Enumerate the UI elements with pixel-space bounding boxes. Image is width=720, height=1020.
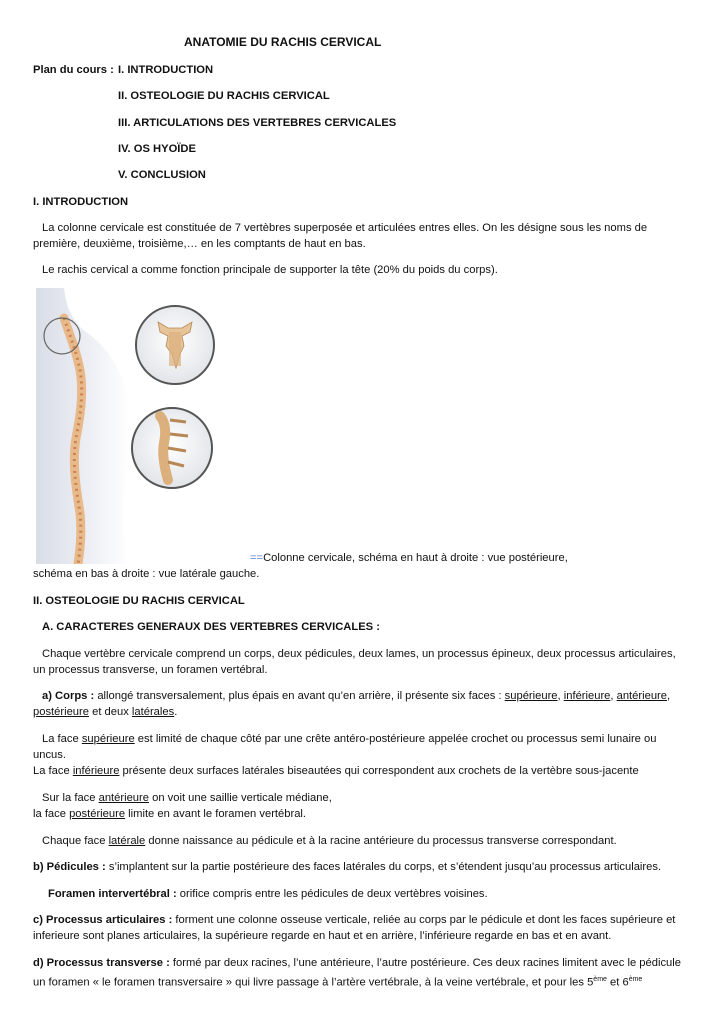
articulaires-label: c) Processus articulaires :	[33, 914, 173, 926]
text: limite en avant le foramen vertébral.	[125, 808, 307, 820]
connector: et deux	[88, 706, 132, 718]
text: La face	[42, 733, 82, 745]
text: la face	[33, 808, 70, 820]
text: s’implantent sur la partie postérieure des faces latérales du corps, et s’étendent jusqu’au processus articulaires.	[105, 861, 662, 873]
corps-label: a) Corps :	[42, 690, 95, 702]
faces-laterales: latérales	[131, 706, 175, 718]
plan-label: Plan du cours :	[33, 64, 114, 76]
pedicules-paragraph	[33, 860, 661, 875]
foramen-paragraph	[48, 887, 488, 902]
document-title: ANATOMIE DU RACHIS CERVICAL	[184, 35, 382, 49]
corps-paragraph-line-1	[42, 689, 670, 704]
term-posterieure: postérieure	[69, 808, 126, 820]
corps-paragraph-line-2	[33, 705, 177, 720]
plan-item-3: III. ARTICULATIONS DES VERTEBRES CERVICALES	[118, 117, 397, 129]
osteo-paragraph-line-2: un processus transverse, un foramen vertébral.	[33, 664, 268, 676]
lateral-view-circle	[132, 408, 212, 488]
articulaires-paragraph-line-1	[33, 913, 675, 928]
section-heading-introduction: I. INTRODUCTION	[33, 196, 129, 208]
separator: ,	[667, 690, 671, 702]
text: forment une colonne osseuse verticale, reliée au corps par le pédicule et dont les faces supérieure et	[172, 914, 676, 926]
text: Chaque face	[42, 835, 109, 847]
subsection-heading-caracteres: A. CARACTERES GENERAUX DES VERTEBRES CERVICALES :	[42, 621, 380, 633]
term-laterale: latérale	[108, 835, 146, 847]
text: orifice compris entre les pédicules de deux vertèbres voisines.	[176, 888, 488, 900]
anterieure-paragraph	[42, 791, 332, 806]
text: et 6	[606, 976, 629, 989]
transverse-paragraph-line-1	[33, 956, 681, 971]
face-anterieure: antérieure	[616, 690, 667, 702]
superieure-paragraph-line-1	[42, 732, 656, 747]
text: La face	[33, 765, 73, 777]
transverse-paragraph-line-2	[33, 972, 642, 991]
intro-paragraph-line-2: première, deuxième, troisième,… en les comptants de haut en bas.	[33, 238, 366, 250]
corps-text: allongé transversalement, plus épais en avant qu’en arrière, il présente six faces :	[94, 690, 505, 702]
intro-paragraph-2: Le rachis cervical a comme fonction principale de supporter la tête (20% du poids du corps).	[42, 264, 498, 276]
figure-caption-line-2: schéma en bas à droite : vue latérale gauche.	[33, 568, 260, 580]
face-posterieure: postérieure	[33, 706, 89, 718]
inferieure-paragraph	[33, 764, 639, 779]
foramen-label: Foramen intervertébral :	[48, 888, 177, 900]
text: présente deux surfaces latérales biseautées qui correspondent aux crochets de la vertèbre sous-jacente	[119, 765, 639, 777]
articulaires-paragraph-line-2: inferieure sont planes articulaires, la supérieure regarde en haut et en arrière, l’inférieure regarde en bas et en avant.	[33, 930, 612, 942]
text: est limité de chaque côté par une crête antéro-postérieure appelée crochet ou processus semi lunaire ou	[134, 733, 657, 745]
plan-item-2: II. OSTEOLOGIE DU RACHIS CERVICAL	[118, 90, 330, 102]
face-superieure: supérieure	[504, 690, 558, 702]
laterale-paragraph	[42, 834, 617, 849]
figure-caption-line-1	[250, 551, 568, 566]
superscript: ème	[628, 976, 643, 983]
caption-text: Colonne cervicale, schéma en haut à droite : vue postérieure,	[263, 552, 568, 564]
term-superieure: supérieure	[81, 733, 135, 745]
plan-item-5: V. CONCLUSION	[118, 169, 206, 181]
superieure-paragraph-line-2: uncus.	[33, 749, 66, 761]
osteo-paragraph-line-1: Chaque vertèbre cervicale comprend un corps, deux pédicules, deux lames, un processus épineux, deux processus articulaires,	[42, 648, 676, 660]
posterieure-paragraph	[33, 807, 306, 822]
transverse-label: d) Processus transverse :	[33, 957, 170, 969]
spine-figure	[36, 288, 221, 564]
period: .	[174, 706, 178, 718]
term-inferieure: inférieure	[72, 765, 120, 777]
face-inferieure: inférieure	[563, 690, 611, 702]
intro-paragraph-line-1: La colonne cervicale est constituée de 7 vertèbres superposée et articulées entres elles. On les désigne sous les noms de	[42, 222, 648, 234]
text: un foramen « le foramen transversaire » qui livre passage à l’artère vertébrale, à la veine vertébrale, et pour les 5	[33, 976, 594, 989]
plan-item-4: IV. OS HYOÏDE	[118, 143, 196, 155]
text: on voit une saillie verticale médiane,	[148, 792, 332, 804]
term-anterieure: antérieure	[98, 792, 149, 804]
plan-item-1: I. INTRODUCTION	[118, 64, 214, 76]
section-heading-osteologie: II. OSTEOLOGIE DU RACHIS CERVICAL	[33, 595, 245, 607]
pedicules-label: b) Pédicules :	[33, 861, 106, 873]
superscript: ème	[593, 976, 607, 983]
text: donne naissance au pédicule et à la racine antérieure du processus transverse correspondant.	[145, 835, 617, 847]
caption-marker: ==	[250, 552, 264, 564]
separator: ,	[557, 690, 564, 702]
separator: ,	[610, 690, 617, 702]
text: Sur la face	[42, 792, 99, 804]
posterior-view-circle	[136, 306, 214, 384]
text: formé par deux racines, l’une antérieure, l’autre postérieure. Ces deux racines limitent avec le pédicule	[169, 957, 681, 969]
